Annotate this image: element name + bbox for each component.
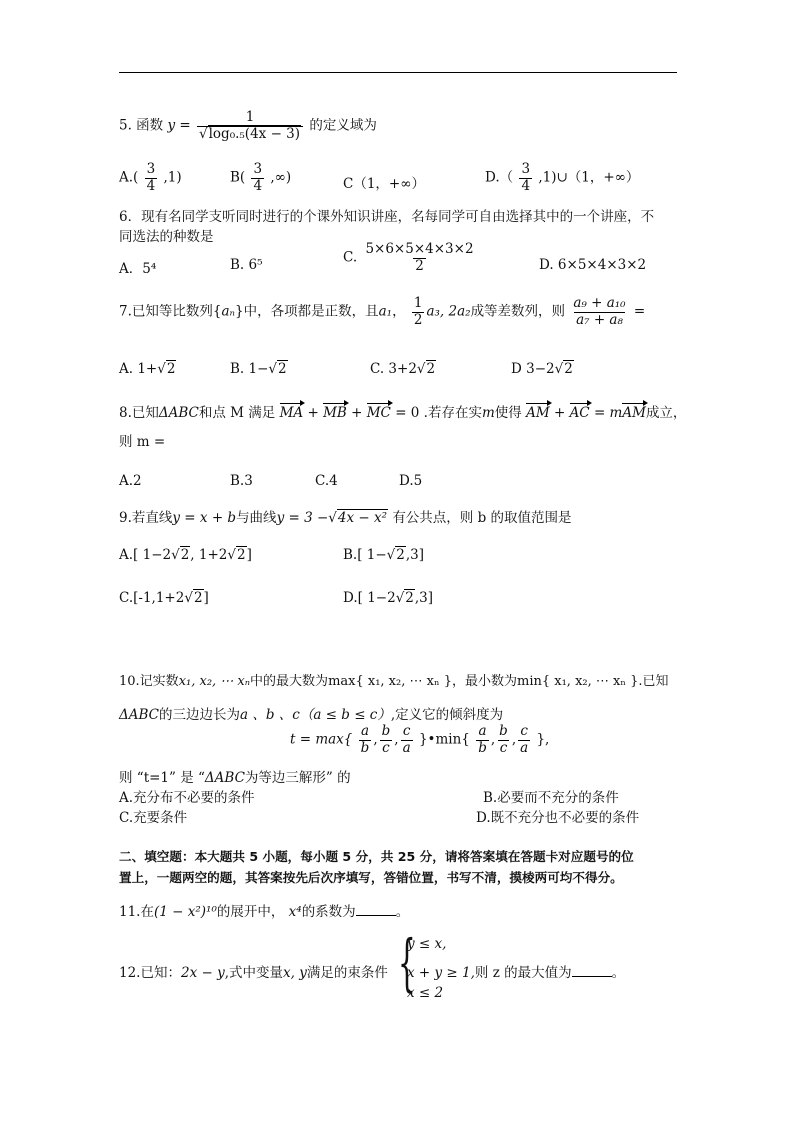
q6-stem-line1: 6．现有名同学支听同时进行的个课外知识讲座，名每同学可自由选择其中的一个讲座，不 — [119, 209, 655, 225]
q8-option-b: B.3 — [230, 473, 253, 489]
q10-option-a: A.充分布不必要的条件 — [119, 790, 255, 806]
q8-option-d: D.5 — [399, 473, 423, 489]
q5-option-a: A.( $\frac{3}{4}$ ,1) — [119, 161, 182, 194]
q7-option-d: D 3−2√2 — [511, 361, 573, 377]
q8-stem-line2: 则 m = — [119, 434, 166, 450]
q6-option-b: B. 6⁵ — [230, 257, 263, 273]
q7-option-a: A. 1+√2 — [119, 361, 176, 377]
q6-option-c: C. $\frac{5\times 6\times 5\times 4\times 3\times 2}{2}$ — [343, 241, 474, 274]
section2-heading-line2: 置上，一题两空的题，其答案按先后次序填写，答错位置，书写不清，摸棱两可均不得分。 — [119, 870, 623, 885]
q9-option-b: B.[ 1−√2,3] — [343, 547, 425, 563]
q10-question: 则 “t=1” 是 “ΔABC为等边三解形” 的 — [119, 770, 351, 786]
q12-stem: 12.已知：2x − y,式中变量x, y满足的束条件 — [119, 965, 388, 981]
q7-option-b: B. 1−√2 — [230, 361, 287, 377]
q7-stem: 7.已知等比数列{aₙ}中，各项都是正数，且a₁， $\frac{1}{2}$ a₃, 2a₂成等差数列，则 $\frac{\text{a₉ + a₁₀}}{\text{a₇ + a₈}}$ = — [119, 295, 646, 328]
q9-option-d: D.[ 1−2√2,3] — [343, 590, 434, 606]
q12-constraint-brace: { — [398, 926, 416, 999]
q5-function-fraction: $\frac{1}{\text{√log₀.₅(4x − 3)}}$ — [197, 110, 303, 142]
q10-stem-line1: 10.记实数x₁, x₂, ⋯ xₙ中的最大数为max{ x₁, x₂, ⋯ xₙ }，最小数为min{ x₁, x₂, ⋯ xₙ }.已知 — [119, 674, 669, 689]
q12-constraint-3: x ≤ 2 — [407, 985, 444, 1001]
q5-option-c: C（1，+∞） — [343, 176, 425, 192]
q7-option-c: C. 3+2√2 — [370, 361, 436, 377]
q9-stem: 9.若直线y = x + b与曲线y = 3 −√4x − x² 有公共点，则 b 的取值范围是 — [119, 510, 572, 526]
q10-stem-line2: ΔABC的三边边长为a 、b 、c（a ≤ b ≤ c）,定义它的倾斜度为 — [119, 707, 504, 723]
q10-option-b: B.必要而不充分的条件 — [483, 790, 619, 806]
q6-option-d: D. 6×5×4×3×2 — [539, 257, 647, 273]
q8-stem: 8.已知ΔABC和点 M 满足 MA + MB + MC = 0 .若存在实m使得 AM + AC = mAM成立， — [119, 405, 687, 421]
header-rule — [119, 72, 677, 73]
q12-answer-blank[interactable] — [572, 964, 612, 977]
q11-answer-blank[interactable] — [356, 903, 396, 916]
q8-option-a: A.2 — [119, 473, 142, 489]
q11-stem: 11.在(1 − x²)¹⁰的展开中， x⁴的系数为 。 — [119, 904, 410, 920]
q12-constraint-1: y ≤ x, — [407, 936, 447, 952]
q6-stem-line2: 同选法的种数是 — [119, 229, 214, 245]
q9-option-c: C.[-1,1+2√2] — [119, 590, 209, 606]
q5-stem: 5. 函数 y = $\frac{1}{\text{√log₀.₅(4x − 3)}}$ 的定义域为 — [119, 109, 377, 142]
q5-option-d: D.（ $\frac{3}{4}$ ,1)∪（1，+∞） — [485, 161, 640, 194]
q8-option-c: C.4 — [315, 473, 338, 489]
q5-option-b: B( $\frac{3}{4}$ ,∞) — [230, 161, 292, 194]
q9-option-a: A.[ 1−2√2, 1+2√2] — [119, 547, 252, 563]
q10-option-d: D.既不充分也不必要的条件 — [476, 810, 640, 826]
section2-heading-line1: 二、填空题：本大题共 5 小题，每小题 5 分，共 25 分，请将答案填在答题卡对应题号的位 — [119, 849, 634, 864]
q6-option-a: A．5⁴ — [119, 261, 157, 277]
q10-formula: t = max{ $\frac{a}{b}$ , $\frac{b}{c}$ , $\frac{c}{a}$ }•min{ $\frac{a}{b}$ , $\frac{b}{c}$ , $\frac{c}{a}$ }, — [290, 723, 550, 756]
q10-option-c: C.充要条件 — [119, 810, 188, 826]
q12-constraint-2: x + y ≥ 1,则 z 的最大值为 。 — [407, 965, 626, 981]
